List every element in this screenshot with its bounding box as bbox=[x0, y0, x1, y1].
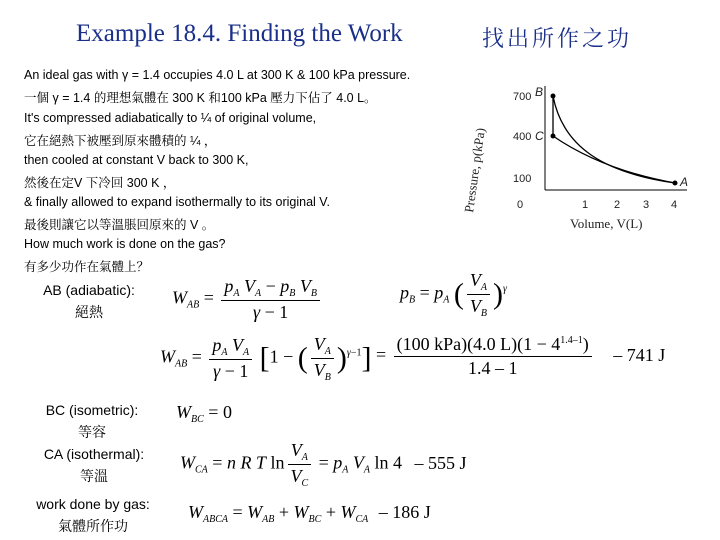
x-tick-2: 2 bbox=[614, 199, 621, 211]
label-ca-zh: 等溫 bbox=[80, 468, 108, 484]
problem-line-7: & finally allowed to expand isothermally to its original V. bbox=[24, 195, 330, 209]
point-b bbox=[551, 94, 556, 99]
problem-line-8: 最後則讓它以等溫脹回原來的 V 。 bbox=[24, 218, 215, 232]
x-tick-4: 4 bbox=[671, 199, 678, 211]
label-ab bbox=[34, 282, 144, 322]
label-ab-en: AB (adiabatic): bbox=[43, 282, 135, 298]
adiabatic-curve bbox=[553, 96, 675, 183]
exponent-value: 1.4–1 bbox=[560, 335, 583, 346]
y-tick-700: 700 bbox=[513, 91, 532, 103]
pv-graph bbox=[455, 78, 700, 248]
page-title-chinese: 找出所作之功 bbox=[482, 27, 633, 52]
y-tick-100: 100 bbox=[513, 173, 532, 185]
label-a: A bbox=[680, 175, 689, 189]
label-ca bbox=[34, 446, 154, 486]
graph-x-axis-label: Volume, V(L) bbox=[570, 216, 643, 231]
equation-w-ab-numeric: = $\frac{(100 kPa)(4.0 L)(1 - 4^{1.4-1})}{1.4 - 1}$ – 741 J bbox=[376, 334, 666, 378]
result-w-ab: – 741 J bbox=[613, 344, 666, 365]
label-total-zh: 氣體所作功 bbox=[58, 518, 128, 534]
ln-value: ln 4 bbox=[374, 452, 403, 473]
label-ca-en: CA (isothermal): bbox=[43, 446, 145, 462]
graph-y-axis-label bbox=[461, 127, 488, 213]
result-w-total: – 186 J bbox=[378, 502, 431, 522]
equation-w-total: $W_{ABCA} = W_{AB} + W_{BC} + W_{CA} - 186$ J bbox=[188, 502, 431, 525]
page-title: Example 18.4. Finding the Work bbox=[76, 20, 403, 47]
problem-line-10: 有多少功作在氣體上？ bbox=[24, 260, 150, 274]
x-tick-3: 3 bbox=[643, 199, 650, 211]
problem-line-5: then cooled at constant V back to 300 K, bbox=[24, 153, 249, 167]
equation-w-bc: $W_{BC} = 0$ bbox=[176, 402, 232, 425]
point-c bbox=[551, 134, 556, 139]
problem-line-1: An ideal gas with γ = 1.4 occupies 4.0 L at 300 K & 100 kPa pressure. bbox=[24, 68, 411, 82]
label-total-en: work done by gas: bbox=[36, 496, 150, 512]
label-ab-zh: 絕熱 bbox=[75, 304, 103, 320]
equation-p-b: $p_B = p_A$ ( $\frac{V_A}{V_B}$ )$^\gamma$ bbox=[400, 270, 507, 319]
volume-value: 4.0 L bbox=[473, 334, 512, 354]
pressure-value: 100 kPa bbox=[402, 334, 462, 354]
equation-w-ca: $W_{CA} = n$ R T ln $\frac{V_A}{V_C}$ = $p_A$ $V_A$ ln 4 – 555 J bbox=[180, 440, 467, 489]
isothermal-curve bbox=[553, 136, 675, 183]
label-total bbox=[26, 496, 160, 536]
problem-line-2: 一個 γ = 1.4 的理想氣體在 300 K 和100 kPa 壓力下佔了 4.0 L。 bbox=[24, 91, 377, 105]
label-c: C bbox=[535, 129, 544, 143]
label-bc-en: BC (isometric): bbox=[45, 402, 139, 418]
x-tick-1: 1 bbox=[582, 199, 589, 211]
x-tick-0: 0 bbox=[517, 199, 524, 211]
result-w-ca: – 555 J bbox=[414, 452, 467, 473]
problem-line-9: How much work is done on the gas? bbox=[24, 237, 226, 251]
svg-text:Pressure, p(kPa): Pressure, p(kPa) bbox=[461, 126, 488, 214]
problem-line-3: It's compressed adiabatically to ¼ of original volume, bbox=[24, 111, 317, 125]
problem-line-6: 然後在定V 下冷回 300 K ， bbox=[24, 176, 176, 190]
denominator-value: 1.4 – 1 bbox=[467, 358, 518, 378]
equation-w-ab: $W_{AB}$ = $\frac{p_A V_A - p_B V_B}{\gamma - 1}$ bbox=[172, 276, 323, 323]
problem-line-4: 它在絕熱下被壓到原來體積的 ¼ ， bbox=[24, 134, 217, 148]
label-bc bbox=[34, 402, 150, 442]
result-w-bc: 0 bbox=[222, 402, 232, 422]
equation-w-ab-expanded: $W_{AB}$ = $\frac{p_A V_A}{\gamma - 1}$ [1 − ( $\frac{V_A}{V_B}$ )$^{\gamma-1}$] bbox=[160, 334, 372, 383]
label-b: B bbox=[535, 85, 544, 99]
label-bc-zh: 等容 bbox=[78, 424, 106, 440]
point-a bbox=[673, 181, 678, 186]
y-tick-400: 400 bbox=[513, 131, 532, 143]
